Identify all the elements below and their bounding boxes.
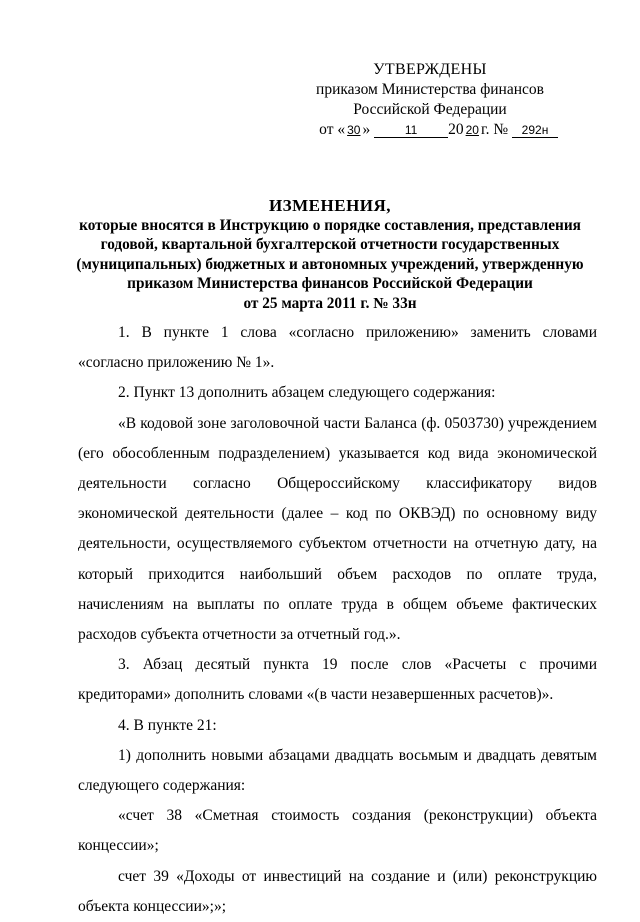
heading-title: ИЗМЕНЕНИЯ, [268, 196, 392, 215]
paragraph-account-39: счет 39 «Доходы от инвестиций на создание и (или) реконструкцию объекта концессии»;»; [78, 867, 597, 915]
paragraph-item-3: 3. Абзац десятый пункта 19 после слов «Расчеты с прочими кредиторами» дополнить словами «(в части незавершенных расчетов)». [78, 656, 597, 704]
paragraph-account-38: «счет 38 «Сметная стоимость создания (реконструкции) объекта концессии»; [78, 807, 597, 855]
date-year-label: г. № [480, 121, 509, 138]
paragraph-item-1: 1. В пункте 1 слова «согласно приложению» заменить словами «согласно приложению № 1». [78, 324, 597, 372]
heading-line: которые вносятся в Инструкцию о порядке составления, представления [79, 216, 581, 234]
paragraph-subitem-1: 1) дополнить новыми абзацами двадцать восьмым и двадцать девятым следующего содержания: [78, 746, 597, 795]
approval-date-line [300, 120, 560, 140]
document-heading [60, 196, 600, 313]
date-month: 11 [374, 123, 448, 138]
heading-line: приказом Министерства финансов Российской Федерации [127, 275, 533, 292]
paragraph-item-4: 4. В пункте 21: [118, 716, 217, 734]
approval-block [300, 60, 560, 140]
paragraph-item-2: 2. Пункт 13 дополнить абзацем следующего содержания: [118, 384, 496, 402]
date-prefix: от « [319, 121, 346, 138]
heading-line: годовой, квартальной бухгалтерской отчетности государственных [100, 236, 560, 253]
date-year-prefix: 20 [448, 121, 464, 138]
heading-line: от 25 марта 2011 г. № 33н [243, 294, 417, 312]
paragraph-quote-okved: «В кодовой зоне заголовочной части Баланса (ф. 0503730) учреждением (его обособленным подразделением) указывается код вида экономической деятельности согласно Общероссийскому классификатору видов экономической деятельности (далее – код по ОКВЭД) по основному виду деятельности, осуществляемого субъектом отчетности на отчетную дату, на который приходится наибольший объем расходов по оплате труда, начислениям на выплаты по оплате труда в общем объеме фактических расходов субъекта отчетности за отчетный год.». [78, 414, 597, 644]
order-number: 292н [512, 123, 558, 138]
date-mid: » [362, 121, 371, 138]
date-day: 30 [347, 123, 361, 137]
heading-line: (муниципальных) бюджетных и автономных учреждений, утвержденную [76, 255, 584, 273]
approval-line-ministry: приказом Министерства финансов [316, 81, 544, 98]
date-year-suffix: 20 [465, 123, 479, 137]
approval-title: УТВЕРЖДЕНЫ [373, 61, 487, 78]
approval-line-federation: Российской Федерации [353, 101, 507, 118]
document-body [78, 318, 597, 922]
